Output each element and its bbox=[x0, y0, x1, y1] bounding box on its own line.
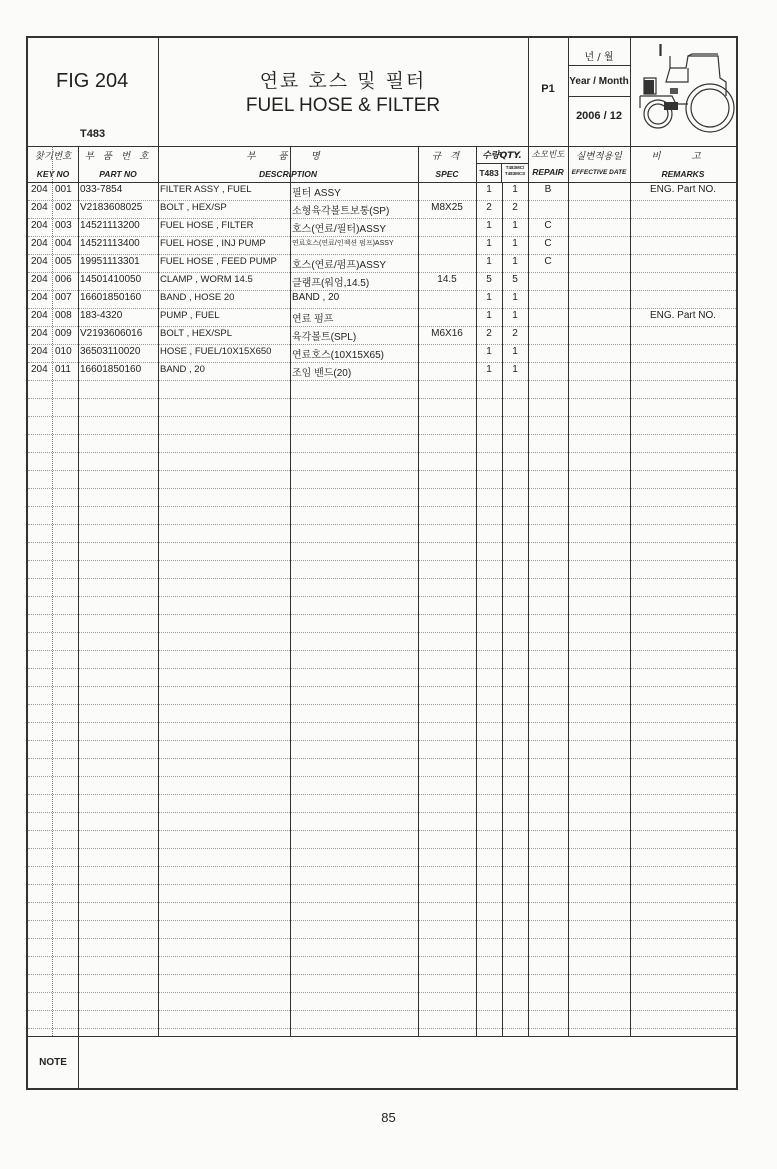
table-row bbox=[28, 236, 736, 255]
title-english: FUEL HOSE & FILTER bbox=[245, 95, 441, 116]
year-month-cell bbox=[568, 38, 630, 146]
qty-t483: 2 bbox=[486, 202, 492, 213]
table-row bbox=[28, 542, 736, 561]
key-fig: 204 bbox=[31, 202, 48, 213]
tractor-icon bbox=[630, 38, 736, 146]
description: HOSE , FUEL/10X15X650 bbox=[160, 346, 272, 357]
note-area bbox=[28, 1036, 736, 1089]
table-row bbox=[28, 506, 736, 525]
table-row bbox=[28, 254, 736, 273]
qty-t483: 2 bbox=[486, 328, 492, 339]
table-row bbox=[28, 974, 736, 993]
qty-t483mc: 1 bbox=[512, 346, 518, 357]
key-number: 001 bbox=[55, 184, 72, 195]
table-row bbox=[28, 794, 736, 813]
key-number: 011 bbox=[55, 364, 71, 375]
table-row bbox=[28, 470, 736, 489]
note-label: NOTE bbox=[28, 1037, 79, 1089]
key-number: 002 bbox=[55, 202, 72, 213]
qty-t483mc: 1 bbox=[512, 220, 518, 231]
qty-t483mc: 1 bbox=[512, 364, 518, 375]
table-row bbox=[28, 884, 736, 903]
key-number: 010 bbox=[55, 346, 72, 357]
sheet-header bbox=[28, 38, 736, 147]
description-korean: 소형육각볼트보통(SP) bbox=[292, 206, 390, 217]
table-row bbox=[28, 992, 736, 1011]
page-number: 85 bbox=[381, 1110, 396, 1125]
key-number: 007 bbox=[55, 292, 72, 303]
col-effective-date: 실변적용일 EFFECTIVE DATE bbox=[571, 151, 627, 176]
col-spec: 규 격 SPEC bbox=[431, 151, 463, 179]
page-cell bbox=[528, 38, 568, 146]
qty-t483mc: 5 bbox=[512, 274, 518, 285]
table-row bbox=[28, 524, 736, 543]
description-korean: 연료호스(연료/인젝션 펌프)ASSY bbox=[292, 240, 394, 247]
qty-t483mc: 1 bbox=[512, 238, 518, 249]
key-number: 005 bbox=[55, 256, 72, 267]
qty-t483mc: 1 bbox=[512, 184, 518, 195]
remarks: ENG. Part NO. bbox=[649, 184, 717, 195]
page-code: P1 bbox=[541, 83, 555, 95]
title-cell bbox=[158, 38, 528, 146]
col-remarks: 비 고 REMARKS bbox=[651, 151, 715, 179]
table-row bbox=[28, 848, 736, 867]
table-row bbox=[28, 398, 736, 417]
part-number: 033-7854 bbox=[80, 184, 123, 195]
qty-t483: 1 bbox=[486, 346, 492, 357]
description-korean: 클램프(워엄,14.5) bbox=[292, 278, 370, 289]
description-korean: 필터 ASSY bbox=[292, 188, 341, 199]
key-fig: 204 bbox=[31, 238, 48, 249]
table-row bbox=[28, 488, 736, 507]
description: FUEL HOSE , INJ PUMP bbox=[160, 238, 266, 249]
description: FILTER ASSY , FUEL bbox=[160, 184, 252, 195]
key-fig: 204 bbox=[31, 346, 48, 357]
table-row bbox=[28, 182, 736, 201]
table-row bbox=[28, 758, 736, 777]
qty-t483: 1 bbox=[486, 310, 492, 321]
table-row bbox=[28, 956, 736, 975]
part-number: V2183608025 bbox=[80, 202, 143, 213]
description: FUEL HOSE , FILTER bbox=[160, 220, 254, 231]
table-row bbox=[28, 560, 736, 579]
table-row bbox=[28, 704, 736, 723]
spec: 14.5 bbox=[437, 274, 457, 285]
repair-code: B bbox=[544, 184, 552, 195]
table-row bbox=[28, 380, 736, 399]
qty-t483: 1 bbox=[486, 256, 492, 267]
part-number: 14521113200 bbox=[80, 220, 140, 231]
part-number: 19951113301 bbox=[80, 256, 140, 267]
key-fig: 204 bbox=[31, 184, 48, 195]
col-part: 부 품 번 호 PART NO bbox=[84, 151, 152, 179]
table-row bbox=[28, 740, 736, 759]
part-number: 14501410050 bbox=[80, 274, 142, 285]
description: BOLT , HEX/SPL bbox=[160, 328, 232, 339]
key-number: 008 bbox=[55, 310, 72, 321]
description: BOLT , HEX/SP bbox=[160, 202, 227, 213]
table-row bbox=[28, 290, 736, 309]
col-qty: 수량QTY. T483 T483MC/ T483MCS bbox=[476, 146, 528, 182]
figure-label: FIG 204 bbox=[56, 70, 129, 92]
part-number: 183-4320 bbox=[80, 310, 123, 321]
qty-t483: 5 bbox=[486, 274, 492, 285]
key-number: 006 bbox=[55, 274, 72, 285]
table-row bbox=[28, 614, 736, 633]
table-row bbox=[28, 668, 736, 687]
key-number: 009 bbox=[55, 328, 72, 339]
parts-table bbox=[28, 182, 736, 1036]
key-fig: 204 bbox=[31, 328, 48, 339]
description: PUMP , FUEL bbox=[160, 310, 220, 321]
description-korean: 연료호스(10X15X65) bbox=[292, 350, 385, 361]
table-row bbox=[28, 200, 736, 219]
part-number: V2193606016 bbox=[80, 328, 143, 339]
repair-code: C bbox=[544, 256, 552, 267]
description: BAND , 20 bbox=[160, 364, 205, 375]
col-description: 부 품 명 DESCRIPTION bbox=[246, 151, 330, 179]
table-row bbox=[28, 812, 736, 831]
table-row bbox=[28, 308, 736, 327]
part-number: 16601850160 bbox=[80, 364, 142, 375]
spec: M8X25 bbox=[431, 202, 463, 213]
description-korean: 호스(연료/펌프)ASSY bbox=[292, 260, 387, 271]
description: BAND , HOSE 20 bbox=[160, 292, 235, 303]
table-row bbox=[28, 578, 736, 597]
revision-date: 2006 / 12 bbox=[576, 110, 622, 122]
table-row bbox=[28, 326, 736, 345]
key-number: 004 bbox=[55, 238, 72, 249]
key-fig: 204 bbox=[31, 274, 48, 285]
table-row bbox=[28, 650, 736, 669]
figure-cell bbox=[28, 38, 158, 146]
table-row bbox=[28, 686, 736, 705]
qty-t483mc: 1 bbox=[512, 310, 518, 321]
table-row bbox=[28, 452, 736, 471]
part-number: 36503110020 bbox=[80, 346, 141, 357]
description-korean: BAND , 20 bbox=[292, 292, 340, 303]
description-korean: 육각볼트(SPL) bbox=[292, 332, 357, 343]
key-fig: 204 bbox=[31, 292, 48, 303]
table-row bbox=[28, 434, 736, 453]
table-row bbox=[28, 938, 736, 957]
col-repair: 소모빈도 REPAIR bbox=[531, 150, 565, 177]
qty-t483mc: 1 bbox=[512, 292, 518, 303]
key-fig: 204 bbox=[31, 256, 48, 267]
remarks: ENG. Part NO. bbox=[649, 310, 717, 321]
qty-t483: 1 bbox=[486, 220, 492, 231]
table-row bbox=[28, 1010, 736, 1029]
description-korean: 호스(연료/필터)ASSY bbox=[292, 224, 387, 235]
qty-t483mc: 2 bbox=[512, 328, 518, 339]
qty-t483: 1 bbox=[486, 292, 492, 303]
key-fig: 204 bbox=[31, 310, 48, 321]
part-number: 16601850160 bbox=[80, 292, 142, 303]
year-month-english: Year / Month bbox=[569, 76, 629, 87]
key-fig: 204 bbox=[31, 220, 48, 231]
table-row bbox=[28, 920, 736, 939]
repair-code: C bbox=[544, 238, 552, 249]
table-row bbox=[28, 866, 736, 885]
key-fig: 204 bbox=[31, 364, 48, 375]
table-row bbox=[28, 362, 736, 381]
table-row bbox=[28, 416, 736, 435]
spec: M6X16 bbox=[431, 328, 463, 339]
qty-t483mc: 1 bbox=[512, 256, 518, 267]
col-key: 찾기번호 KEY NO bbox=[34, 151, 72, 179]
description: CLAMP , WORM 14.5 bbox=[160, 274, 253, 285]
year-month-korean: 년 / 월 bbox=[584, 52, 614, 63]
parts-sheet bbox=[26, 36, 738, 1090]
qty-t483: 1 bbox=[486, 364, 492, 375]
description: FUEL HOSE , FEED PUMP bbox=[160, 256, 277, 267]
table-row bbox=[28, 830, 736, 849]
table-row bbox=[28, 218, 736, 237]
table-row bbox=[28, 776, 736, 795]
model-label: T483 bbox=[80, 128, 106, 140]
table-row bbox=[28, 722, 736, 741]
qty-t483: 1 bbox=[486, 238, 492, 249]
key-number: 003 bbox=[55, 220, 72, 231]
table-row bbox=[28, 902, 736, 921]
qty-t483mc: 2 bbox=[512, 202, 518, 213]
repair-code: C bbox=[544, 220, 552, 231]
title-korean: 연료 호스 및 필터 bbox=[259, 70, 427, 92]
description-korean: 조임 밴드(20) bbox=[292, 368, 352, 379]
description-korean: 연료 펌프 bbox=[292, 314, 334, 325]
table-row bbox=[28, 344, 736, 363]
table-row bbox=[28, 272, 736, 291]
table-row bbox=[28, 596, 736, 615]
qty-t483: 1 bbox=[486, 184, 492, 195]
table-row bbox=[28, 632, 736, 651]
part-number: 14521113400 bbox=[80, 238, 140, 249]
